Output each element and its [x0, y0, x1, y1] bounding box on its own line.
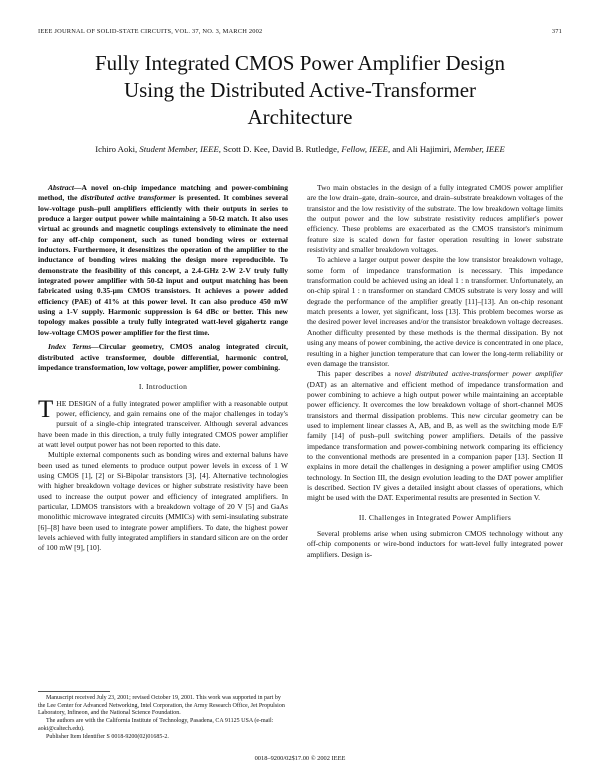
footnote-rule: [38, 691, 110, 692]
author-2-3: Scott D. Kee, David B. Rutledge,: [223, 144, 340, 154]
author-1: Ichiro Aoki,: [95, 144, 138, 154]
index-terms-text: Circular geometry, CMOS analog integrated circuit, distributed active transformer, double differential, harmonic control, impedance transformation, low voltage, power amplifier, power combining.: [38, 342, 288, 372]
intro-paragraph-1: HE DESIGN of a fully integrated power amplifier with a reasonable output power, efficiency, and gain remains one of the major challenges in today's pursuit of a single-chip integrated transceiver. Although several advances have been made in this direction, a truly fully integrated CMOS power amplifier at watt level output power has not been reported to this date.: [38, 398, 288, 449]
author-4: and Ali Hajimiri,: [392, 144, 452, 154]
drop-cap: T: [38, 395, 54, 423]
abstract: [38, 183, 288, 373]
page-number: 371: [551, 28, 562, 35]
footnote-3: Publisher Item Identifier S 0018-9200(02)01685-2.: [46, 733, 169, 740]
author-3-role: Fellow, IEEE,: [341, 144, 391, 154]
paper-title: [30, 50, 570, 131]
abstract-text-2: is presented. It combines several low-voltage push–pull amplifiers efficiently with their outputs in series to produce a larger output power while maintaining a 50-Ω match. It also uses virtual ac grounds and magnetic couplings extensively to eliminate the need for any off-chip component, such as tuned bonding wires or external inductors. Furthermore, it desensitizes the operation of the amplifier to the inductance of bonding wires making the design more reproducible. To demonstrate the feasibility of this concept, a 2.4-GHz 2-W 2-V truly fully integrated power amplifier with 50-Ω input and output matching has been fabricated using 0.35-μm CMOS transistors. It achieves a power added efficiency (PAE) of 41% at this power level. It can also produce 450 mW using a 1-V supply. Harmonic suppression is 64 dBc or better. This new topology makes possible a truly fully integrated watt-level gigahertz range low-voltage CMOS power amplifier for the first time.: [38, 193, 288, 337]
author-list: [30, 144, 570, 154]
right-paragraph-1: Two main obstacles in the design of a fully integrated CMOS power amplifier are the low drain–gate, drain–source, and drain–substrate breakdown voltages of the transistor and the low resistivity of the substrate. The low breakdown voltage limits the output power and the low substrate resistivity reduces amplifier's power efficiency. These problems are exacerbated as the CMOS transistor's minimum feature size is scaled down for faster operation resulting in lower substrate resistivity and smaller breakdown voltages.: [307, 183, 563, 255]
introduction: [38, 395, 288, 554]
index-terms-label: Index Terms—: [48, 342, 99, 352]
abstract-italic: distributed active transformer: [80, 193, 176, 203]
running-header: [38, 28, 562, 35]
footnote-2: The authors are with the California Institute of Technology, Pasadena, CA 91125 USA (e-mail: aoki@caltech.edu).: [38, 718, 274, 732]
copyright-line: 0018–9200/02$17.00 © 2002 IEEE: [254, 755, 346, 762]
abstract-text-1: A novel on-chip impedance matching and power-combining method, the: [38, 183, 288, 203]
right-column: [307, 183, 563, 560]
right-paragraph-3-italic: novel distributed active-transformer power amplifier: [394, 369, 563, 379]
left-column: [38, 183, 288, 554]
right-paragraph-3b: (DAT) as an alternative and efficient method of impedance transformation and power combining to achieve a high output power while maintaining an acceptable power efficiency. It overcomes the low breakdown voltage of short-channel MOS transistors and thermal dissipation problems. This new circular geometry can be used to implement linear classes A, AB, and B, as well as the switching mode E/F family [14] of push–pull switching power amplifiers. Details of the passive impedance transformation and power-combining network comparing its efficiency to the conventional methods are presented in a companion paper [13]. Section II explains in more detail the challenges in designing a power amplifier using CMOS technology. In Section III, the design evolution leading to the DAT power amplifier is described. Section IV gives a detailed insight about classes of operations, which might be used with the DAT. Experimental results are presented in Section V.: [307, 379, 563, 503]
footnote: [38, 691, 288, 741]
title-line-2: Using the Distributed Active-Transformer: [123, 78, 477, 102]
author-4-role: Member, IEEE: [453, 144, 505, 154]
section-1-heading: I. Introduction: [138, 382, 188, 392]
title-line-3: Architecture: [247, 105, 353, 129]
right-paragraph-2: To achieve a larger output power despite the low transistor breakdown voltage, some form of impedance transformation is necessary. This impedance transformation could be achieved using an ideal 1 : n transformer. Unfortunately, an on-chip spiral 1 : n transformer on standard CMOS substrate is very lossy and will degrade the performance of the amplifier greatly [11]–[13]. An on-chip resonant match presents a lower, yet significant, loss [13]. This problem becomes worse as the desired power level increases and/or the transistor breakdown voltage decreases. Another difficulty presented by these methods is the thermal dissipation. By not using any means of power combining, the active device is concentrated in one place, resulting in a higher junction temperature that can lower the long-term reliability or even damage the transistor.: [307, 255, 563, 368]
footnote-1: Manuscript received July 23, 2001; revised October 19, 2001. This work was supported in part by the Lee Center for Advanced Networking, Intel Corporation, the Army Research Office, Jet Propulsion Laboratory, Infineon, and the National Science Foundation.: [38, 695, 285, 717]
title-line-1: Fully Integrated CMOS Power Amplifier Design: [94, 51, 506, 75]
author-1-role: Student Member, IEEE,: [139, 144, 221, 154]
section-2-heading: II. Challenges in Integrated Power Amplifiers: [358, 512, 512, 522]
right-paragraph-4: Several problems arise when using submicron CMOS technology without any off-chip components or wire-bond inductors for watt-level fully integrated power amplifiers. Design is-: [307, 529, 563, 559]
journal-name: IEEE JOURNAL OF SOLID-STATE CIRCUITS, VOL. 37, NO. 3, MARCH 2002: [38, 28, 263, 35]
intro-paragraph-2: Multiple external components such as bonding wires and external baluns have been used as tuned elements to produce output power levels in excess of 1 W using CMOS [1], [2] or Si-Bipolar transistors [3], [4]. Alternative technologies with higher breakdown voltage devices or higher substrate resistivity have been used to increase the output power and efficiency of integrated amplifiers. In particular, LDMOS transistors with a breakdown voltage of 20 V [5] and GaAs monolithic microwave integrated circuits (MMICs) with semi-insulating substrate [6]–[8] have been used to integrate power amplifiers. To date, the highest power levels achieved with fully integrated amplifiers in standard silicon are on the order of 100 mW [9], [10].: [38, 450, 288, 553]
abstract-label: Abstract—: [48, 183, 82, 192]
right-paragraph-3a: This paper describes a: [317, 369, 395, 379]
right-paragraph-3: [307, 369, 563, 503]
